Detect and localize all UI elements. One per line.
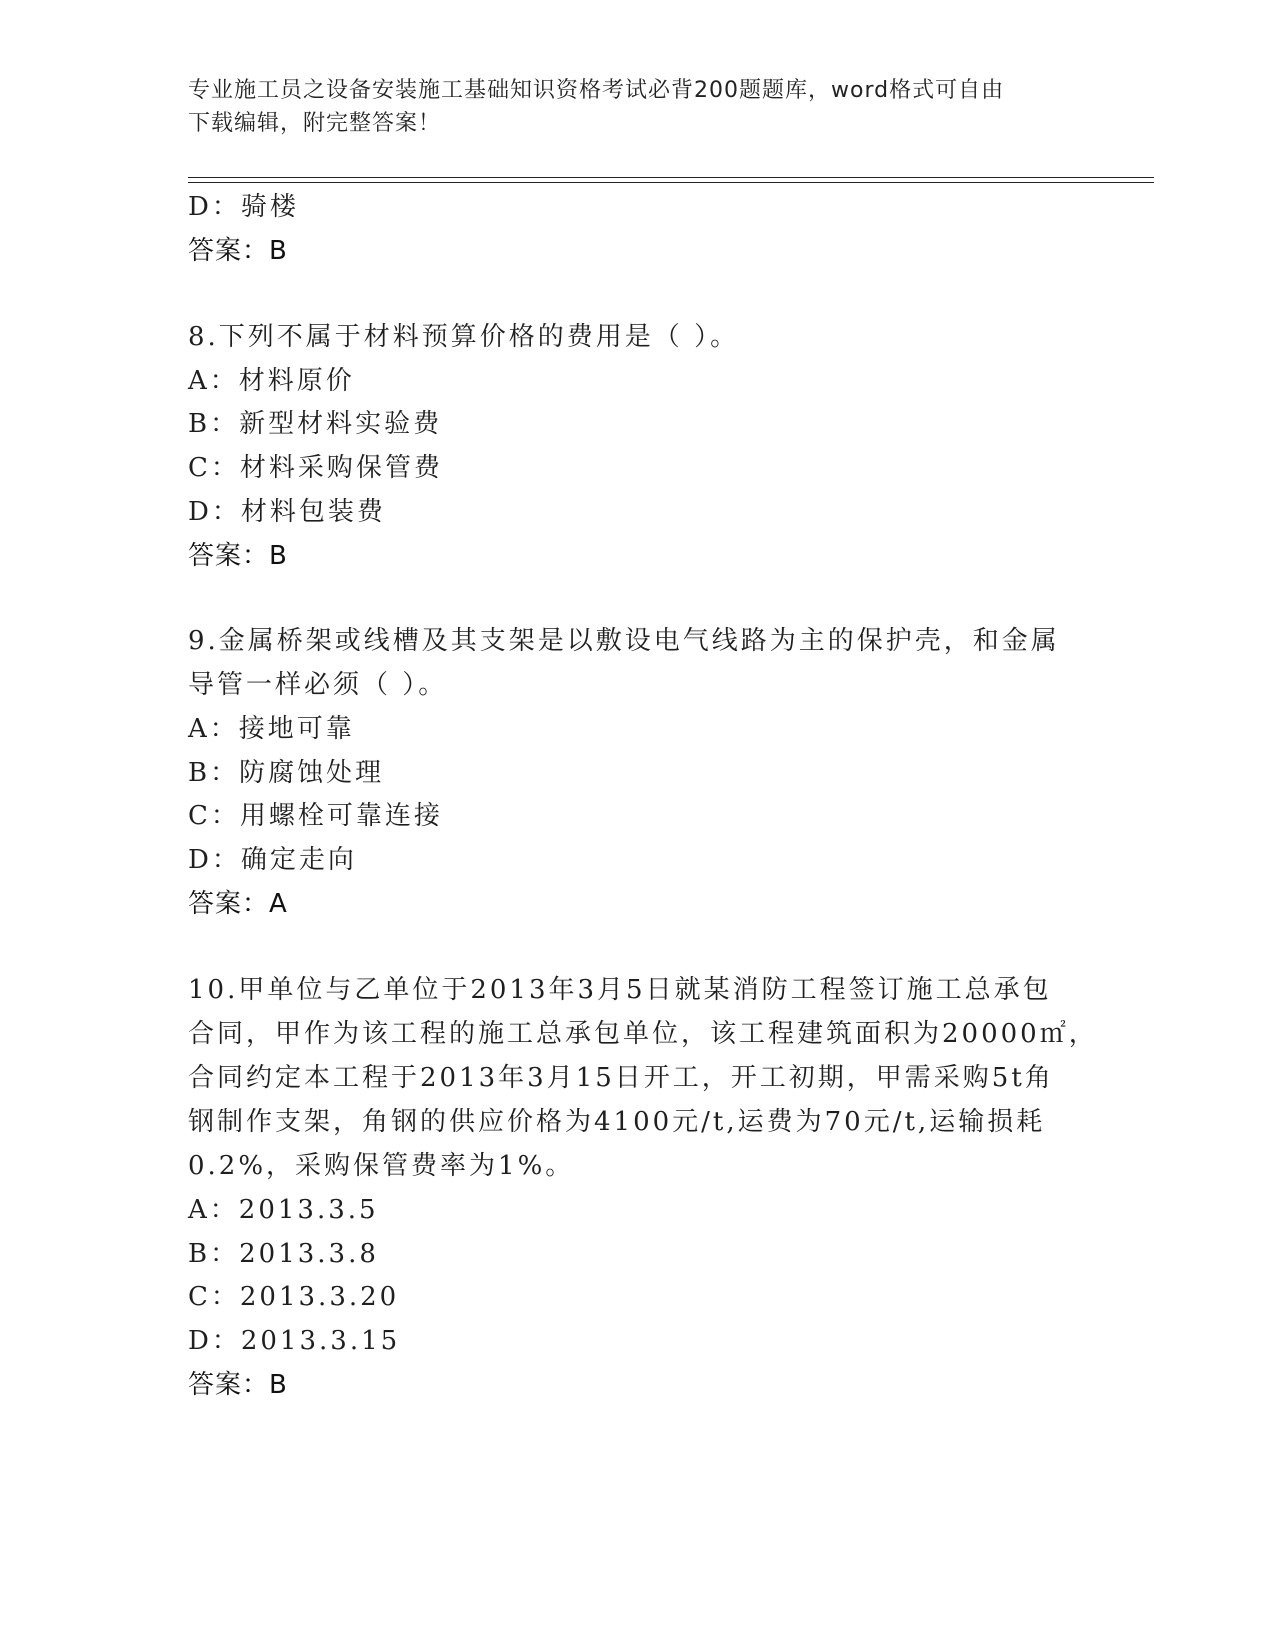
q8-stem: 8.下列不属于材料预算价格的费用是（ ）。 [188, 322, 740, 352]
document-header [188, 74, 1088, 140]
q9-answer: 答案：A [188, 889, 288, 919]
q10-answer: 答案：B [188, 1370, 288, 1400]
q10-option-d: D：2013.3.15 [188, 1326, 401, 1356]
q8-option-c: C：材料采购保管费 [188, 453, 443, 483]
q10-stem-line-3: 合同约定本工程于2013年3月15日开工，开工初期，甲需采购5t角 [188, 1063, 1054, 1093]
q8-option-b: B：新型材料实验费 [188, 409, 443, 439]
q8-option-a: A：材料原价 [188, 366, 355, 396]
q10-option-c: C：2013.3.20 [188, 1282, 400, 1312]
q10-option-a: A：2013.3.5 [188, 1195, 379, 1225]
q10-stem-line-1: 10.甲单位与乙单位于2013年3月5日就某消防工程签订施工总承包 [188, 975, 1052, 1005]
header-divider-bottom [188, 182, 1154, 183]
q8-option-d: D：材料包装费 [188, 497, 386, 527]
q10-stem-line-5: 0.2%，采购保管费率为1%。 [188, 1151, 575, 1181]
prev-answer: 答案：B [188, 236, 288, 266]
prev-option-d: D：骑楼 [188, 192, 299, 222]
q9-option-c: C：用螺栓可靠连接 [188, 801, 443, 831]
header-line-2: 下载编辑，附完整答案！ [188, 111, 442, 136]
q8-answer: 答案：B [188, 541, 288, 571]
q9-option-a: A：接地可靠 [188, 714, 355, 744]
q9-option-b: B：防腐蚀处理 [188, 758, 385, 788]
q10-option-b: B：2013.3.8 [188, 1239, 379, 1269]
q9-stem-line-2: 导管一样必须（ ）。 [188, 670, 448, 700]
q9-stem-line-1: 9.金属桥架或线槽及其支架是以敷设电气线路为主的保护壳，和金属 [188, 626, 1060, 656]
header-line-1: 专业施工员之设备安装施工基础知识资格考试必背200题题库，word格式可自由 [188, 78, 1005, 103]
q10-stem-line-4: 钢制作支架，角钢的供应价格为4100元/t,运费为70元/t,运输损耗 [188, 1107, 1046, 1137]
q10-stem-line-2: 合同，甲作为该工程的施工总承包单位，该工程建筑面积为20000㎡， [188, 1019, 1098, 1049]
q9-option-d: D：确定走向 [188, 845, 357, 875]
header-divider-top [188, 177, 1154, 178]
